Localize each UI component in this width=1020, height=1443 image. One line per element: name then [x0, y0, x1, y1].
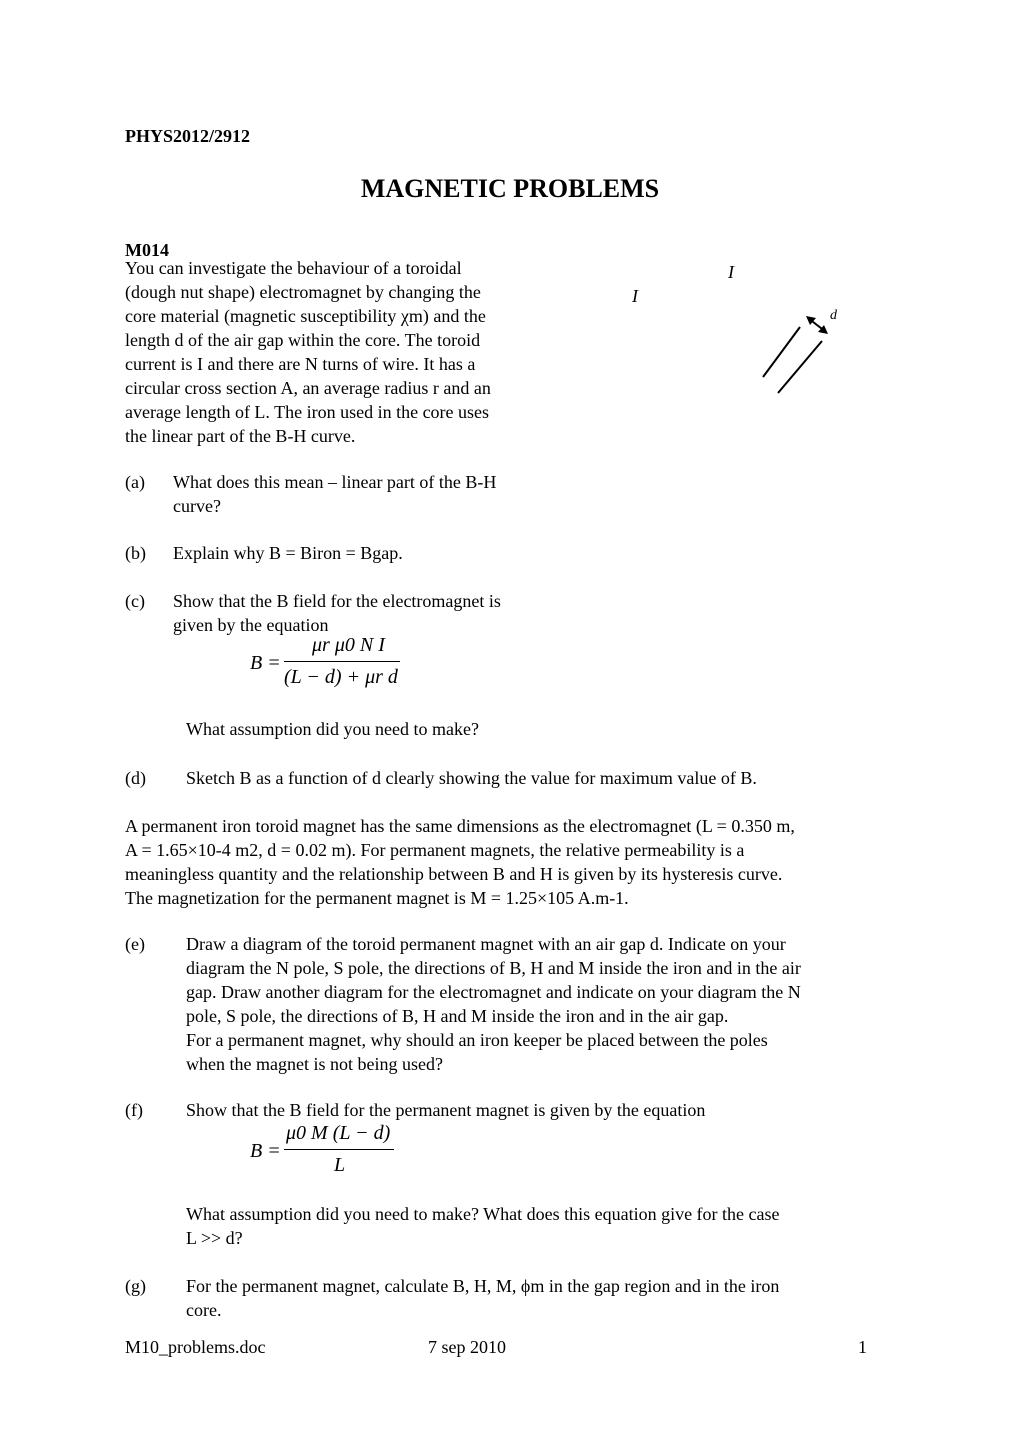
equation-electromagnet	[250, 634, 410, 694]
fraction-bar	[284, 1149, 394, 1150]
question-line: curve?	[173, 496, 221, 516]
question-b	[125, 541, 585, 565]
question-line: What does this mean – linear part of the B-H	[173, 472, 497, 492]
page-title: MAGNETIC PROBLEMS	[360, 174, 660, 203]
equation-lhs: B =	[250, 1140, 281, 1162]
question-label: (f)	[125, 1100, 143, 1120]
question-c	[125, 589, 585, 637]
question-label: (a)	[125, 472, 145, 492]
equation-denominator: (L − d) + μr d	[284, 666, 398, 688]
footer-date: 7 sep 2010	[428, 1337, 506, 1357]
question-line: L >> d?	[186, 1228, 243, 1248]
question-text: Show that the B field for the permanent magnet is given by the equation	[186, 1100, 706, 1120]
equation-numerator: μr μ0 N I	[312, 634, 385, 656]
paragraph-line: A permanent iron toroid magnet has the same dimensions as the electromagnet (L = 0.350 m,	[125, 816, 795, 836]
question-line: For the permanent magnet, calculate B, H, M, ϕm in the gap region and in the iron	[186, 1276, 780, 1296]
equation-numerator: μ0 M (L − d)	[286, 1122, 391, 1144]
question-line: What assumption did you need to make? What does this equation give for the case	[186, 1204, 780, 1224]
question-text: Explain why B = Biron = Bgap.	[173, 543, 403, 563]
question-f-assumption	[186, 1202, 780, 1250]
question-label: (c)	[125, 591, 145, 611]
question-line: Show that the B field for the electromagnet is	[173, 591, 501, 611]
figure-current-label-left: I	[632, 286, 638, 306]
fraction-bar	[284, 661, 400, 662]
question-label: (d)	[125, 768, 146, 788]
question-label: (g)	[125, 1276, 146, 1296]
question-d	[125, 766, 925, 790]
question-e	[125, 932, 925, 1076]
question-line: diagram the N pole, S pole, the directions of B, H and M inside the iron and in the air	[186, 958, 801, 978]
question-line: Draw a diagram of the toroid permanent magnet with an air gap d. Indicate on your	[186, 934, 786, 954]
intro-line: core material (magnetic susceptibility χm) and the	[125, 306, 486, 326]
question-label: (e)	[125, 934, 145, 954]
question-a	[125, 470, 585, 518]
question-line: when the magnet is not being used?	[186, 1054, 443, 1074]
question-line: pole, S pole, the directions of B, H and M inside the iron and in the air gap.	[186, 1006, 729, 1026]
intro-line: the linear part of the B-H curve.	[125, 426, 356, 446]
question-g	[125, 1274, 925, 1322]
question-line: given by the equation	[173, 615, 329, 635]
figure-current-label-top: I	[728, 262, 734, 282]
toroid-gap-figure	[750, 305, 840, 405]
question-line: gap. Draw another diagram for the electromagnet and indicate on your diagram the N	[186, 982, 801, 1002]
footer-filename: M10_problems.doc	[125, 1337, 266, 1357]
equation-permanent	[250, 1122, 410, 1182]
intro-line: current is I and there are N turns of wire. It has a	[125, 354, 476, 374]
intro-line: circular cross section A, an average radius r and an	[125, 378, 491, 398]
course-code: PHYS2012/2912	[125, 126, 251, 146]
equation-denominator: L	[334, 1154, 346, 1176]
question-text: Sketch B as a function of d clearly showing the value for maximum value of B.	[186, 768, 757, 788]
problem-code: M014	[125, 240, 169, 260]
permanent-magnet-paragraph	[125, 814, 905, 910]
intro-line: length d of the air gap within the core. The toroid	[125, 330, 481, 350]
problem-intro	[125, 256, 555, 448]
figure-gap-label: d	[830, 308, 837, 323]
paragraph-line: A = 1.65×10-4 m2, d = 0.02 m). For permanent magnets, the relative permeability is a	[125, 840, 745, 860]
question-f	[125, 1098, 925, 1122]
question-line: core.	[186, 1300, 222, 1320]
question-c-assumption: What assumption did you need to make?	[186, 719, 479, 739]
footer-page-number: 1	[858, 1337, 867, 1357]
intro-line: average length of L. The iron used in the core uses	[125, 402, 490, 422]
question-label: (b)	[125, 543, 146, 563]
paragraph-line: The magnetization for the permanent magnet is M = 1.25×105 A.m-1.	[125, 888, 629, 908]
gap-face-line	[763, 327, 800, 377]
paragraph-line: meaningless quantity and the relationship between B and H is given by its hysteresis curve.	[125, 864, 783, 884]
question-line: For a permanent magnet, why should an iron keeper be placed between the poles	[186, 1030, 768, 1050]
equation-lhs: B =	[250, 652, 281, 674]
intro-line: You can investigate the behaviour of a toroidal	[125, 258, 462, 278]
intro-line: (dough nut shape) electromagnet by changing the	[125, 282, 481, 302]
